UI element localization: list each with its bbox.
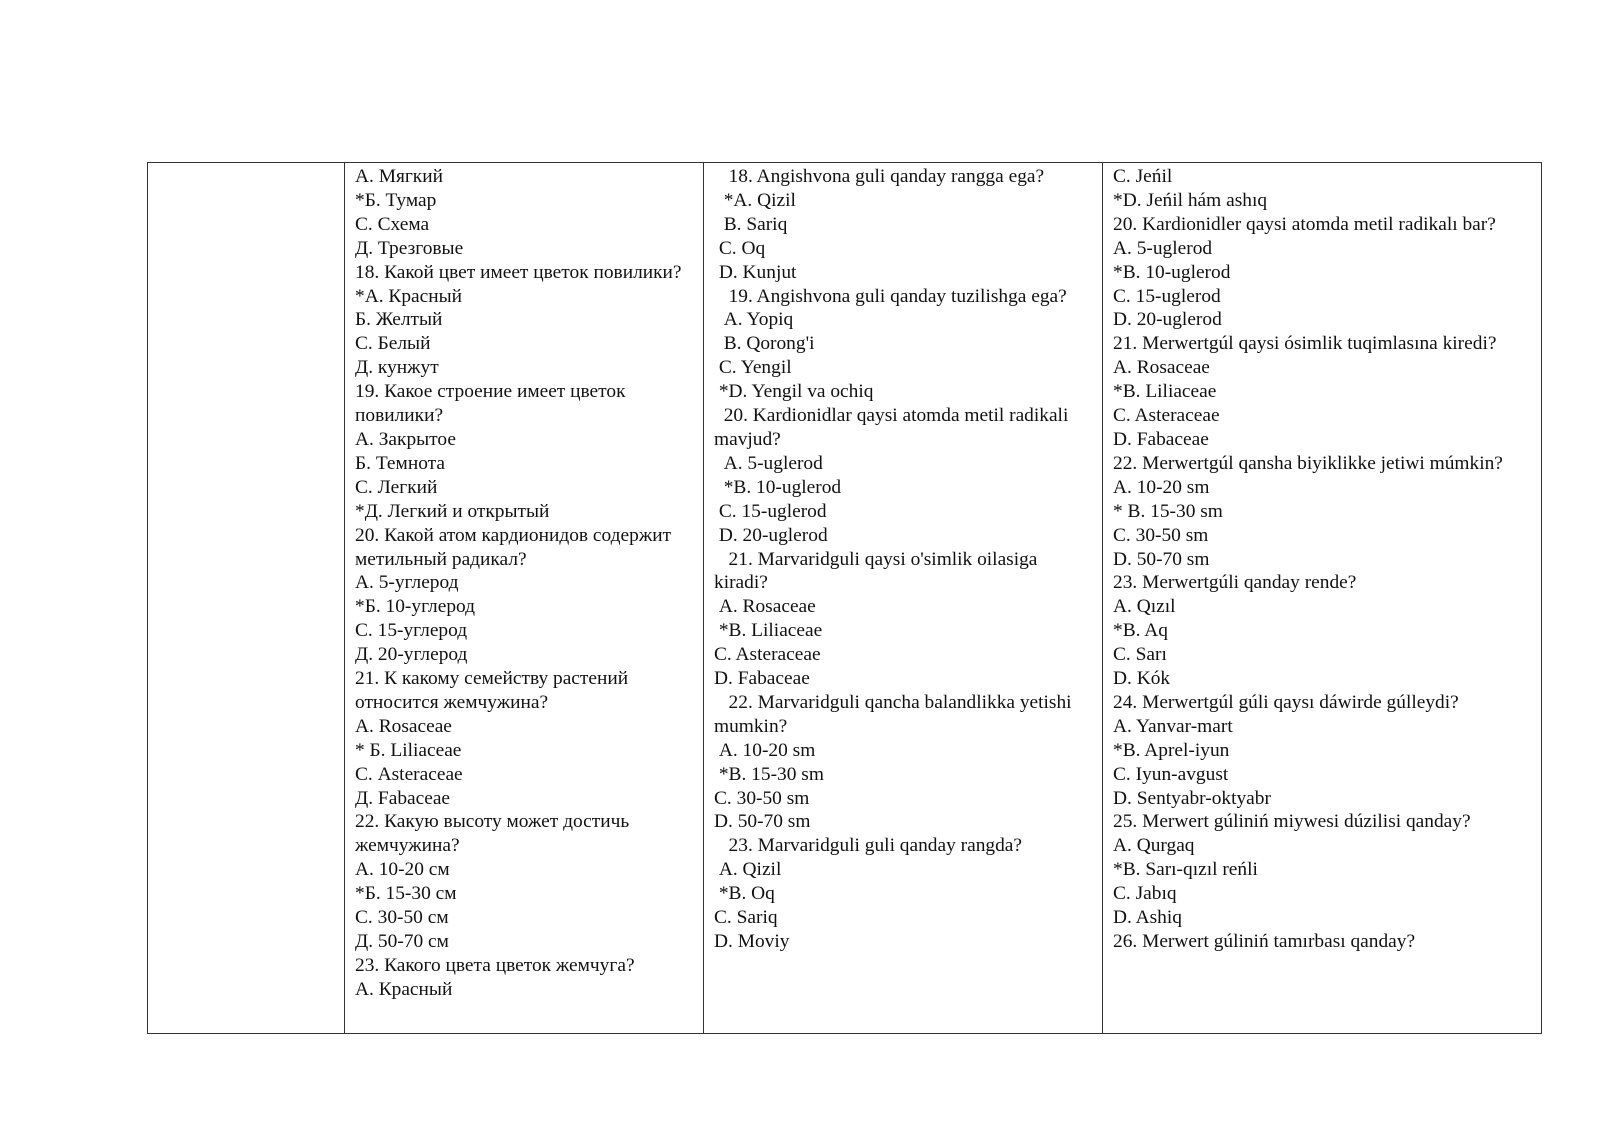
quiz-line: А. Мягкий: [355, 166, 443, 187]
quiz-line: C. Oq: [714, 237, 766, 259]
quiz-line: *A. Qizil: [714, 189, 796, 211]
quiz-line: A. Qızıl: [1113, 596, 1176, 618]
russian-questions-cell: [345, 163, 704, 1034]
quiz-line: A. Yopiq: [714, 309, 794, 331]
quiz-line: Д. Трезговые: [355, 237, 464, 259]
quiz-line: C. Sariq: [714, 907, 778, 929]
quiz-line: D. Moviy: [714, 931, 790, 952]
quiz-line: B. Sariq: [714, 213, 788, 235]
quiz-line: *D. Jeńil hám ashıq: [1113, 189, 1268, 211]
quiz-line: 22. Merwertgúl qansha biyiklikke jetiwi múmkin?: [1113, 452, 1503, 474]
quiz-line: 18. Angishvona guli qanday rangga ega?: [714, 166, 1045, 187]
quiz-line: *B. 10-uglerod: [714, 476, 842, 498]
quiz-line: Д. Fabaceae: [355, 787, 451, 809]
quiz-line: A. 10-20 sm: [714, 739, 816, 761]
empty-cell: [148, 163, 345, 1034]
quiz-line: 21. Marvaridguli qaysi o'simlik oilasiga kiradi?: [714, 548, 1043, 594]
quiz-line: A. Qurgaq: [1113, 835, 1195, 857]
quiz-line: *Д. Легкий и открытый: [355, 500, 550, 522]
karakalpak-questions-cell: [1103, 163, 1542, 1034]
quiz-line: A. 5-uglerod: [714, 452, 823, 474]
quiz-line: *Б. Тумар: [355, 189, 437, 211]
quiz-line: С. Легкий: [355, 476, 438, 498]
quiz-line: *B. Oq: [714, 883, 775, 905]
quiz-line: * Б. Liliaceae: [355, 739, 462, 761]
quiz-line: Б. Темнота: [355, 452, 445, 474]
quiz-line: *B. Sarı-qızıl reńli: [1113, 859, 1258, 881]
quiz-line: B. Qorong'i: [714, 333, 815, 355]
quiz-line: Д. кунжут: [355, 357, 439, 379]
quiz-line: *B. 10-uglerod: [1113, 261, 1231, 283]
quiz-line: *B. 15-30 sm: [714, 763, 824, 785]
quiz-line: 21. Merwertgúl qaysi ósimlik tuqimlasına kiredi?: [1113, 333, 1497, 355]
quiz-line: 25. Merwert gúliniń miywesi dúzilisi qanday?: [1113, 811, 1471, 833]
quiz-line: 20. Kardionidler qaysi atomda metil radikalı bar?: [1113, 213, 1496, 235]
quiz-line: D. 50-70 sm: [714, 811, 811, 833]
quiz-line: А. Rosaceae: [355, 715, 452, 737]
quiz-line: 23. Какого цвета цветок жемчуга?: [355, 954, 635, 976]
quiz-line: C. 15-uglerod: [714, 500, 827, 522]
quiz-line: C. 30-50 sm: [714, 787, 810, 809]
quiz-line: *Б. 15-30 см: [355, 883, 457, 905]
quiz-line: D. Fabaceae: [1113, 428, 1209, 450]
quiz-line: C. Jabıq: [1113, 883, 1177, 905]
quiz-line: *D. Yengil va ochiq: [714, 381, 874, 403]
quiz-line: A. Rosaceae: [1113, 357, 1210, 379]
quiz-table: [147, 162, 1542, 1034]
quiz-line: D. 20-uglerod: [1113, 309, 1222, 331]
quiz-line: С. 15-углерод: [355, 620, 468, 642]
quiz-line: D. Fabaceae: [714, 668, 810, 690]
quiz-line: *B. Liliaceae: [714, 620, 823, 642]
quiz-line: 18. Какой цвет имеет цветок повилики?: [355, 261, 682, 283]
quiz-line: 19. Какое строение имеет цветок повилики?: [355, 381, 631, 427]
quiz-line: C. Iyun-avgust: [1113, 763, 1229, 785]
quiz-line: A. Rosaceae: [714, 596, 816, 618]
quiz-line: C. 15-uglerod: [1113, 285, 1221, 307]
quiz-line: A. 10-20 sm: [1113, 476, 1210, 498]
quiz-line: 20. Какой атом кардионидов содержит метильный радикал?: [355, 524, 676, 570]
quiz-line: * B. 15-30 sm: [1113, 500, 1223, 522]
quiz-line: D. Kók: [1113, 668, 1171, 690]
quiz-line: A. Qizil: [714, 859, 782, 881]
quiz-line: С. 30-50 см: [355, 907, 449, 929]
quiz-line: C. Yengil: [714, 357, 792, 379]
quiz-line: Д. 20-углерод: [355, 644, 468, 666]
quiz-line: 20. Kardionidlar qaysi atomda metil radikali mavjud?: [714, 405, 1074, 450]
quiz-line: 24. Merwertgúl gúli qaysı dáwirde gúlleydi?: [1113, 691, 1459, 713]
quiz-line: *Б. 10-углерод: [355, 596, 476, 618]
quiz-line: *А. Красный: [355, 285, 463, 307]
quiz-line: 22. Какую высоту может достичь жемчужина?: [355, 811, 635, 857]
quiz-line: A. Yanvar-mart: [1113, 715, 1233, 737]
quiz-line: 26. Merwert gúliniń tamırbası qanday?: [1113, 931, 1416, 952]
quiz-line: C. Sarı: [1113, 644, 1167, 666]
quiz-line: C. Jeńil: [1113, 166, 1173, 187]
quiz-line: *B. Liliaceae: [1113, 381, 1217, 403]
quiz-line: А. Закрытое: [355, 428, 456, 450]
quiz-line: С. Белый: [355, 333, 431, 355]
quiz-line: D. 20-uglerod: [714, 524, 828, 546]
quiz-line: 23. Marvaridguli guli qanday rangda?: [714, 835, 1023, 857]
quiz-line: А. 5-углерод: [355, 572, 459, 594]
quiz-line: 23. Merwertgúli qanday rende?: [1113, 572, 1357, 594]
quiz-line: А. Красный: [355, 978, 453, 1000]
quiz-line: 21. К какому семейству растений относится жемчужина?: [355, 668, 633, 713]
quiz-line: *B. Aq: [1113, 620, 1168, 642]
quiz-line: *B. Aprel-iyun: [1113, 739, 1230, 761]
quiz-line: D. Kunjut: [714, 261, 797, 283]
quiz-line: 22. Marvaridguli qancha balandlikka yetishi mumkin?: [714, 691, 1077, 737]
quiz-line: Д. 50-70 см: [355, 931, 449, 952]
quiz-line: C. 30-50 sm: [1113, 524, 1209, 546]
quiz-line: А. 10-20 см: [355, 859, 450, 881]
quiz-line: D. Ashiq: [1113, 907, 1182, 929]
quiz-line: D. 50-70 sm: [1113, 548, 1210, 570]
quiz-line: Б. Желтый: [355, 309, 443, 331]
quiz-line: 19. Angishvona guli qanday tuzilishga ega?: [714, 285, 1067, 307]
quiz-line: C. Asteraceae: [714, 644, 821, 666]
quiz-line: D. Sentyabr-oktyabr: [1113, 787, 1271, 809]
table-row: [148, 163, 1542, 1034]
quiz-line: С. Asteraceae: [355, 763, 463, 785]
quiz-line: A. 5-uglerod: [1113, 237, 1213, 259]
uzbek-questions-cell: [704, 163, 1103, 1034]
quiz-line: C. Asteraceae: [1113, 405, 1220, 427]
quiz-line: С. Схема: [355, 213, 430, 235]
